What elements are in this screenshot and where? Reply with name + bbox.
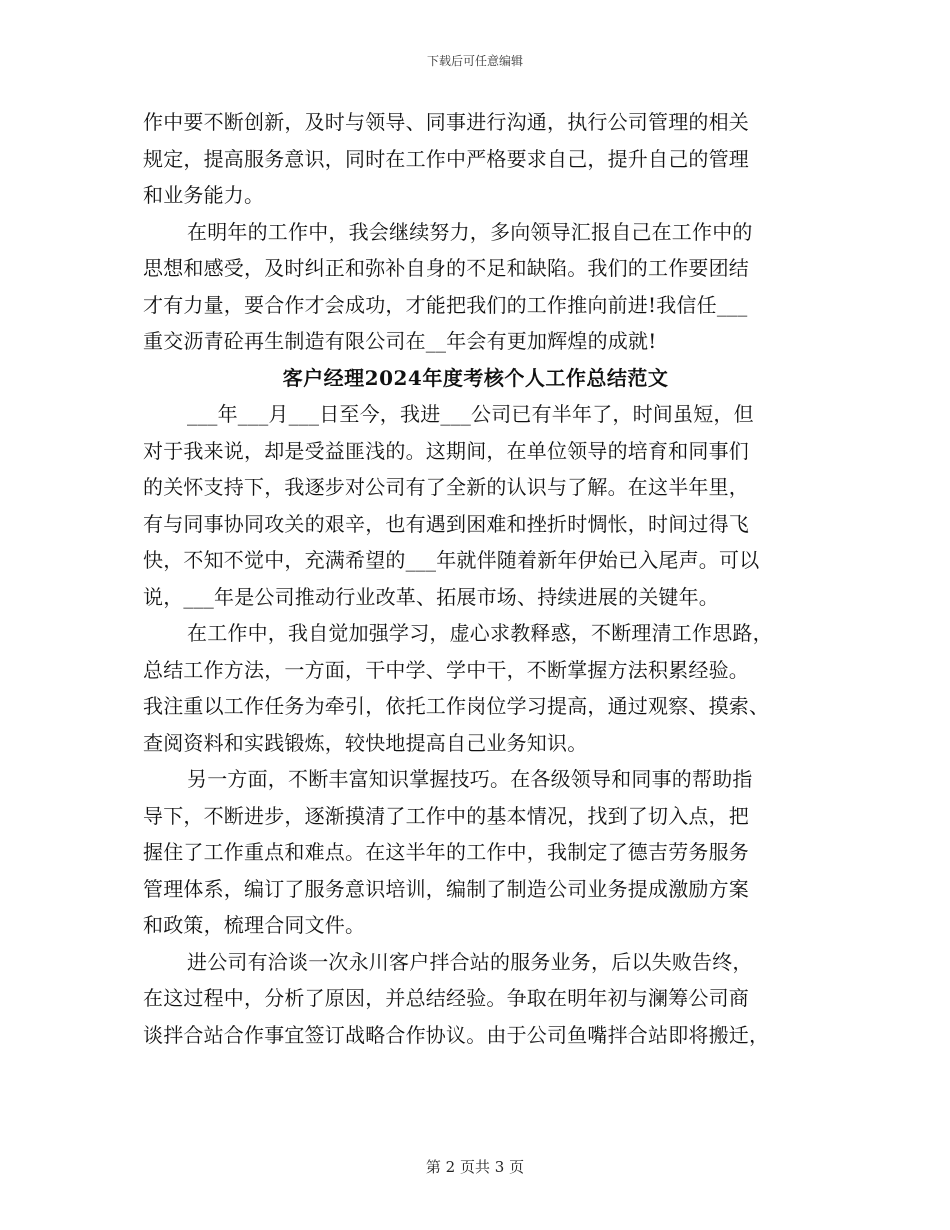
body-line: 对于我来说，却是受益匪浅的。这期间，在单位领导的培育和同事们	[143, 438, 749, 463]
section-title: 客户经理2024年度考核个人工作总结范文	[282, 365, 669, 390]
body-line: 谈拌合站合作事宜签订战略合作协议。由于公司鱼嘴拌合站即将搬迁，	[143, 1022, 770, 1047]
body-line: 的关怀支持下，我逐步对公司有了全新的认识与了解。在这半年里，	[143, 475, 749, 499]
body-line: 重交沥青砼再生制造有限公司在__年会有更加辉煌的成就!	[143, 329, 657, 353]
body-line: 说，___年是公司推动行业改革、拓展市场、持续进展的关键年。	[143, 584, 719, 609]
body-line: 我注重以工作任务为牵引，依托工作岗位学习提高，通过观察、摸索、	[143, 694, 770, 718]
page-header: 下载后可任意编辑	[426, 54, 523, 68]
body-line: 思想和感受，及时纠正和弥补自身的不足和缺陷。我们的工作要团结	[143, 256, 749, 280]
document-body	[143, 104, 808, 1053]
body-line: 总结工作方法，一方面，干中学、学中干，不断掌握方法积累经验。	[143, 657, 749, 682]
page-footer: 第 2 页共 3 页	[425, 1158, 525, 1176]
body-line: 查阅资料和实践锻炼，较快地提高自己业务知识。	[143, 730, 588, 755]
body-line: 规定，提高服务意识，同时在工作中严格要求自己，提升自己的管理	[143, 146, 749, 171]
body-line: 和政策，梳理合同文件。	[143, 913, 366, 937]
body-line: 在这过程中，分析了原因，并总结经验。争取在明年初与澜筹公司商	[143, 986, 749, 1010]
paragraph-start-line: 进公司有洽谈一次永川客户拌合站的服务业务，后以失败告终，	[187, 949, 753, 974]
body-line: 才有力量，要合作才会成功，才能把我们的工作推向前进!我信任___	[143, 292, 748, 317]
body-line: 作中要不断创新，及时与领导、同事进行沟通，执行公司管理的相关	[143, 110, 749, 134]
paragraph-start-line: ___年___月___日至今，我进___公司已有半年了，时间虽短，但	[187, 402, 754, 426]
paragraph-start-line: 在明年的工作中，我会继续努力，多向领导汇报自己在工作中的	[187, 219, 753, 244]
body-line: 快，不知不觉中，充满希望的___年就伴随着新年伊始已入尾声。可以	[143, 548, 760, 572]
body-line: 有与同事协同攻关的艰辛，也有遇到困难和挫折时惆怅，时间过得飞	[143, 511, 749, 536]
paragraph-start-line: 另一方面，不断丰富知识掌握技巧。在各级领导和同事的帮助指	[187, 767, 753, 791]
body-line: 管理体系，编订了服务意识培训，编制了制造公司业务提成激励方案	[143, 876, 749, 901]
body-line: 导下，不断进步，逐渐摸清了工作中的基本情况，找到了切入点，把	[143, 803, 749, 828]
body-line: 握住了工作重点和难点。在这半年的工作中，我制定了德吉劳务服务	[143, 840, 749, 864]
paragraph-start-line: 在工作中，我自觉加强学习，虚心求教释惑，不断理清工作思路，	[187, 621, 773, 645]
body-line: 和业务能力。	[143, 183, 265, 207]
